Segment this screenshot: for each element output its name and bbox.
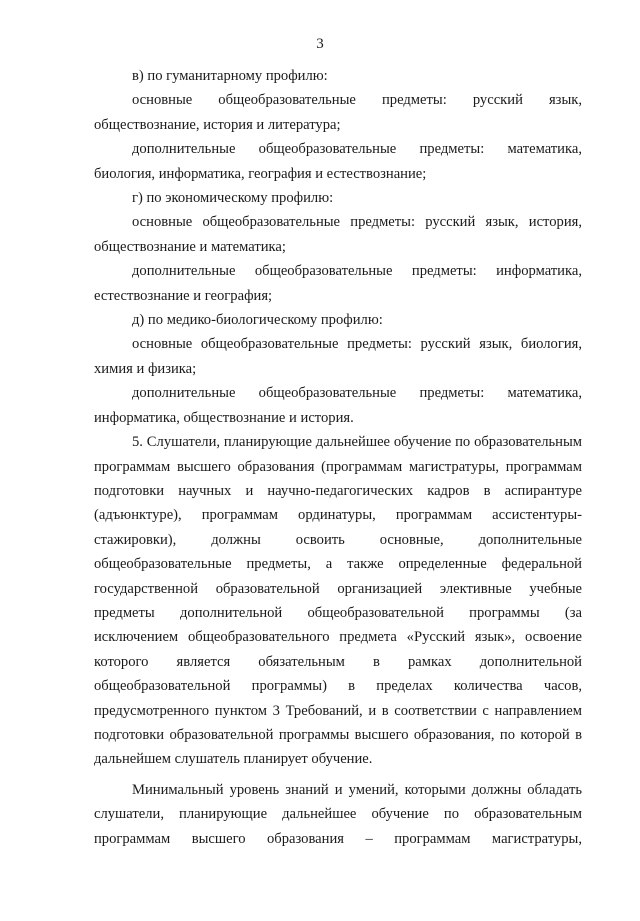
- paragraph-humanitarian-core-subjects: основные общеобразовательные предметы: русский язык, обществознание, история и литература;: [94, 92, 582, 133]
- document-body: [94, 64, 582, 851]
- paragraph-minimum-knowledge-level: Минимальный уровень знаний и умений, которыми должны обладать слушатели, планирующие дальнейшее обучение по образовательным программам высшего образования – программам магистратуры,: [94, 781, 582, 847]
- paragraph-medical-biological-core-subjects: основные общеобразовательные предметы: русский язык, биология, химия и физика;: [94, 336, 582, 377]
- paragraph-medical-biological-profile-heading: д) по медико-биологическому профилю:: [132, 312, 383, 329]
- paragraph-humanitarian-profile-heading: в) по гуманитарному профилю:: [132, 68, 328, 84]
- paragraph-economic-core-subjects: основные общеобразовательные предметы: русский язык, история, обществознание и математика;: [94, 214, 582, 255]
- paragraph-item-5-listeners: 5. Слушатели, планирующие дальнейшее обучение по образовательным программам высшего образования (программам магистратуры, программам подготовки научных и научно-педагогических кадров в аспирантуре (адъюнктуре), программам ординатуры, программам ассистентуры-стажировки), должны освоить основные, дополнительные общеобразовательные предметы, а также определенные федеральной государственной образовательной организацией элективные учебные предметы дополнительной общеобразовательной программы (за исключением общеобразовательного предмета «Русский язык», освоение которого является обязательным в рамках дополнительной общеобразовательной программы) в пределах количества часов, предусмотренного пунктом 3 Требований, и в соответствии с направлением подготовки образовательной программы высшего образования, по которой в дальнейшем слушатель планирует обучение.: [94, 434, 582, 768]
- paragraph-economic-profile-heading: г) по экономическому профилю:: [132, 190, 334, 207]
- paragraph-humanitarian-additional-subjects: дополнительные общеобразовательные предметы: математика, биология, информатика, география и естествознание;: [94, 141, 582, 182]
- paragraph-economic-additional-subjects: дополнительные общеобразовательные предметы: информатика, естествознание и география;: [94, 263, 582, 304]
- page-number: 3: [316, 36, 324, 52]
- paragraph-medical-biological-additional-subjects: дополнительные общеобразовательные предметы: математика, информатика, обществознание и история.: [94, 385, 582, 426]
